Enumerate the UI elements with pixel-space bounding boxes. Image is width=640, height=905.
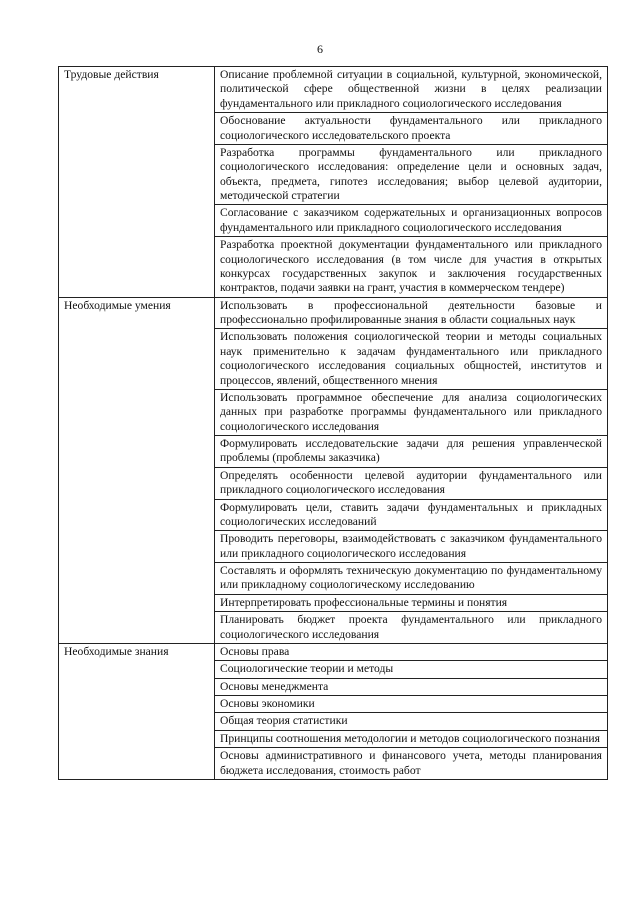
requirement-item: Принципы соотношения методологии и методов социологического познания bbox=[215, 730, 608, 747]
requirement-item: Проводить переговоры, взаимодействовать с заказчиком фундаментального или прикладного социологического исследования bbox=[215, 531, 608, 563]
requirement-item: Составлять и оформлять техническую документацию по фундаментальному или прикладному социологическому исследованию bbox=[215, 563, 608, 595]
requirement-item: Описание проблемной ситуации в социальной, культурной, экономической, политической сфере общественной жизни в целях реализации фундаментального или прикладного социологического исследования bbox=[215, 67, 608, 113]
requirement-item: Основы экономики bbox=[215, 696, 608, 713]
section-label: Необходимые умения bbox=[59, 297, 215, 643]
requirement-item: Согласование с заказчиком содержательных и организационных вопросов фундаментального или прикладного социологического исследования bbox=[215, 205, 608, 237]
requirement-item: Использовать программное обеспечение для анализа социологических данных при разработке программы фундаментального или прикладного социологического исследования bbox=[215, 389, 608, 435]
table-row bbox=[59, 643, 608, 660]
requirement-item: Обоснование актуальности фундаментального или прикладного социологического исследовательского проекта bbox=[215, 113, 608, 145]
requirement-item: Основы менеджмента bbox=[215, 678, 608, 695]
page-number: 6 bbox=[317, 42, 323, 56]
requirement-item: Общая теория статистики bbox=[215, 713, 608, 730]
requirement-item: Формулировать цели, ставить задачи фундаментальных и прикладных социологических исследований bbox=[215, 499, 608, 531]
section-label: Необходимые знания bbox=[59, 643, 215, 779]
requirement-item: Определять особенности целевой аудитории фундаментального или прикладного социологического исследования bbox=[215, 467, 608, 499]
table-row bbox=[59, 297, 608, 329]
requirement-item: Разработка проектной документации фундаментального или прикладного социологического исследования (в том числе для участия в открытых конкурсах государственных закупок и заключения государственных контрактов, подачи заявки на грант, участия в коммерческом тендере) bbox=[215, 237, 608, 298]
requirement-item: Социологические теории и методы bbox=[215, 661, 608, 678]
requirement-item: Использовать в профессиональной деятельности базовые и профессионально профилированные знания в области социальных наук bbox=[215, 297, 608, 329]
requirements-table-body bbox=[59, 67, 608, 780]
requirement-item: Основы права bbox=[215, 643, 608, 660]
table-row bbox=[59, 67, 608, 113]
requirement-item: Основы административного и финансового учета, методы планирования бюджета исследования, стоимость работ bbox=[215, 748, 608, 780]
requirement-item: Использовать положения социологической теории и методы социальных наук применительно к задачам фундаментального или прикладного социологического исследования социальных общностей, институтов и процессов, явлений, общественного мнения bbox=[215, 329, 608, 390]
requirement-item: Формулировать исследовательские задачи для решения управленческой проблемы (проблемы заказчика) bbox=[215, 436, 608, 468]
section-label: Трудовые действия bbox=[59, 67, 215, 298]
requirement-item: Интерпретировать профессиональные термины и понятия bbox=[215, 594, 608, 611]
requirements-table bbox=[58, 66, 608, 780]
requirement-item: Разработка программы фундаментального или прикладного социологического исследования: определение цели и основных задач, объекта, предмета, гипотез исследования; выбор целевой аудитории, методической стратегии bbox=[215, 144, 608, 205]
requirement-item: Планировать бюджет проекта фундаментального или прикладного социологического исследования bbox=[215, 612, 608, 644]
